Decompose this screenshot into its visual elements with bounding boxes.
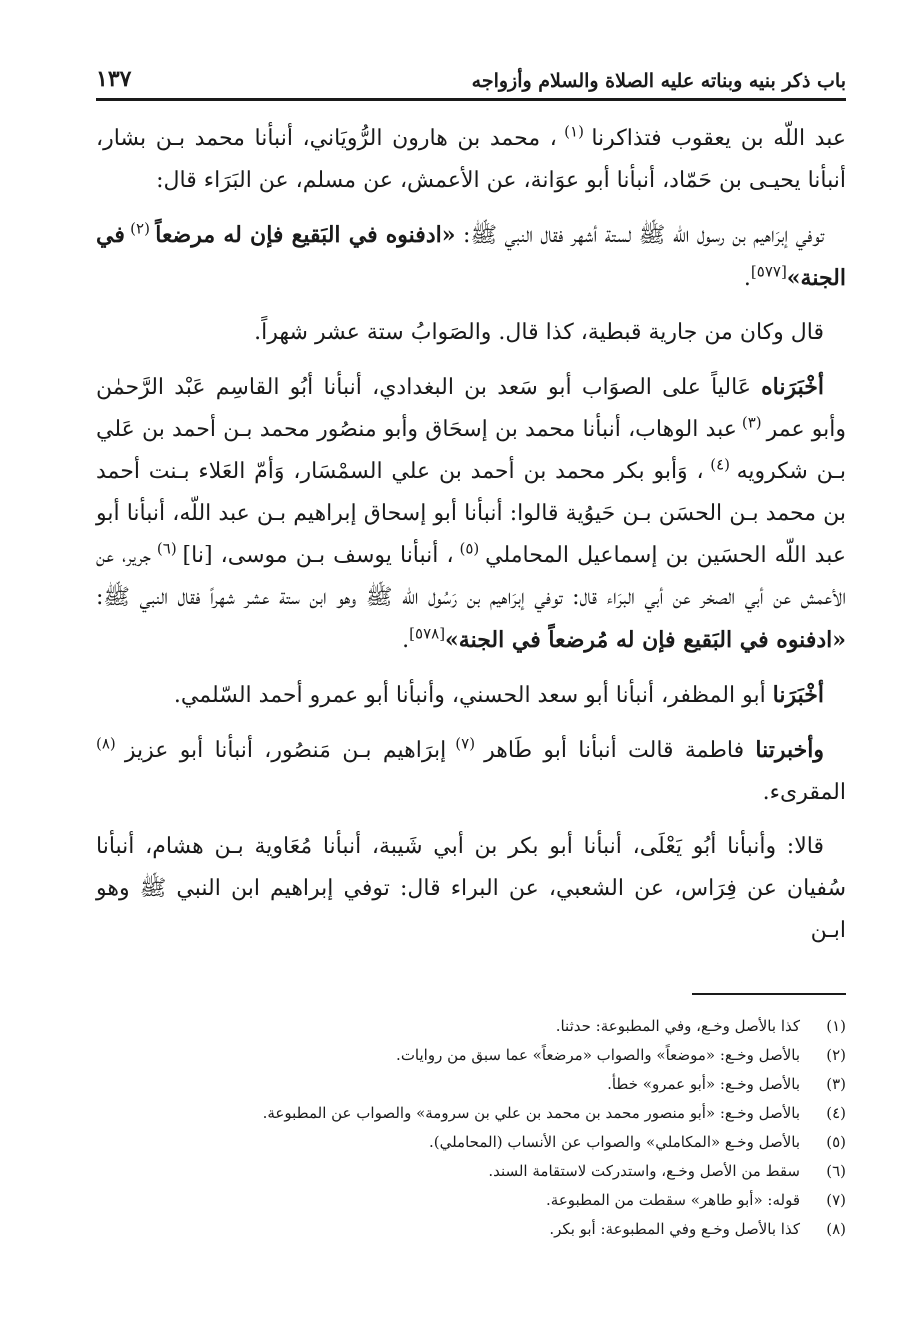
footnote-reference: (٨) <box>96 734 125 753</box>
paragraph <box>96 674 846 717</box>
footnote-text: بالأصل وخـع: «أبو منصور محمد بن محمد بن علي بن سرومة» والصواب عن المطبوعة. <box>262 1104 800 1122</box>
footnote-number: (٢) <box>826 1046 846 1064</box>
paragraph <box>96 366 846 662</box>
page-number: ١٣٧ <box>96 66 132 92</box>
text-segment: عَالياً على الصوَاب أبو سَعد بن البغدادي، أنبأنا أبُو القاسِم عَبْد الرَّحمٰن وأبو عمر <box>96 375 847 442</box>
emphasized-text: أخْبَرَنا <box>772 682 824 708</box>
running-title: باب ذكر بنيه وبناته عليه الصلاة والسلام وأزواجه <box>471 70 846 92</box>
footnote-item <box>120 1099 846 1128</box>
footnote-reference: (٧) <box>446 734 485 753</box>
footnote-reference: (٣) <box>736 413 767 432</box>
footnote-number: (٨) <box>826 1220 846 1238</box>
emphasized-text: وأخبرتنا <box>755 737 824 763</box>
footnote-text: سقط من الأصل وخـع، واستدركت لاستقامة السند. <box>488 1162 800 1180</box>
text-segment: ، محمد بن هارون الرُّويَاني، أنبأنا محمد بـن بشار، أنبأنا يحيـى بن حَمّاد، أنبأنا أبو عوَانة، عن الأعمش، عن مسلم، عن البَرَاء قال: <box>96 126 846 193</box>
footnote-number: (١) <box>826 1017 846 1035</box>
footnote-reference: [٥٧٧] <box>750 262 787 281</box>
text-segment: أبو المظفر، أنبأنا أبو سعد الحسني، وأنبأنا أبو عمرو أحمد السّلمي. <box>173 683 773 708</box>
footnote-reference: (١) <box>556 122 592 141</box>
footnote-number: (٦) <box>826 1162 846 1180</box>
footnote-item <box>120 1157 846 1186</box>
paragraph <box>96 826 846 952</box>
text-segment: جرير، عن الأعمش عن أبي الصخر عن أبي البرَاء قال: توفي إبرَاهيم بن رَسُول الله ﷺ وهو ابن ستة عشر شهراً فقال النبي ﷺ: <box>96 543 846 610</box>
text-segment: المقرىء. <box>762 780 846 805</box>
text-segment: إبرَاهيم بـن مَنصُور، أنبأنا أبو عزيز <box>124 738 447 763</box>
text-segment: قال وكان من جارية قبطية، كذا قال. والصَوابُ ستة عشر شهراً. <box>254 320 824 345</box>
main-text <box>96 118 846 964</box>
emphasized-text: «ادفنوه في البَقيع فإن له مرضعاً <box>155 222 456 248</box>
footnote-text: بالأصل وخـع: «أبو عمرو» خطأ. <box>607 1075 800 1093</box>
emphasized-text: أخْبَرَناه <box>761 374 824 400</box>
footnote-text: بالأصل وخـع «المكاملي» والصواب عن الأنساب (المحاملي). <box>428 1133 800 1151</box>
footnote-item <box>120 1128 846 1157</box>
text-segment: قالا: وأنبأنا أبُو يَعْلَى، أنبأنا أبو بكر بن أبي شَيبة، أنبأنا مُعَاوية بـن هشام، أنبأنا سُفيان عن فِرَاس، عن الشعبي، عن البراء قال: توفي إبراهيم ابن النبي ﷺ وهو ابـن <box>96 834 846 943</box>
emphasized-text: «ادفنوه في البَقيع فإن له مُرضعاً في الجنة» <box>445 627 846 653</box>
footnote-text: بالأصل وخـع: «موضعاً» والصواب «مرضعاً» عما سبق من روايات. <box>396 1046 800 1064</box>
footnote-number: (٧) <box>826 1191 846 1209</box>
text-segment: عبد الوهاب، أنبأنا محمد بن إسحَاق وأبو منصُور محمد بـن أحمد بن عَلي بـن شكرويه <box>96 417 846 484</box>
paragraph <box>96 729 846 814</box>
footnote-text: كذا بالأصل وخـع، وفي المطبوعة: حدثنا. <box>555 1017 800 1035</box>
footnote-divider <box>692 993 846 995</box>
footnotes <box>120 1012 846 1244</box>
page-header <box>96 56 846 101</box>
footnote-item <box>120 1215 846 1244</box>
footnote-reference: [٥٧٨] <box>409 624 446 643</box>
paragraph <box>96 312 846 354</box>
paragraph <box>96 214 846 300</box>
footnote-number: (٤) <box>826 1104 846 1122</box>
emphasized-text: في الجنة» <box>96 222 846 291</box>
text-segment: ، أنبأنا يوسف بـن موسى، [نا] <box>182 543 454 568</box>
text-segment: ، وَأبو بكر محمد بن أحمد بن علي السمْسَار، وَأمّ العَلاء بـنت أحمد بن محمد بـن الحسَن بـن حَيوُية قالوا: أنبأنا أبو إسحاق إبراهيم بـن عبد اللّه، أنبأنا أبو عبد اللّه الحسَين بن إسماعيل المحاملي <box>96 459 846 568</box>
footnote-item <box>120 1186 846 1215</box>
paragraph <box>96 118 846 202</box>
footnote-reference: (٥) <box>453 539 486 558</box>
footnote-reference: (٦) <box>151 539 183 558</box>
footnote-item <box>120 1012 846 1041</box>
text-segment: . <box>743 266 751 291</box>
footnote-reference: (٢) <box>124 219 156 238</box>
footnote-text: كذا بالأصل وخـع وفي المطبوعة: أبو بكر. <box>549 1220 800 1238</box>
text-segment: توفي إبرَاهيم بن رسول الله ﷺ لستة أشهر فقال النبي ﷺ: <box>455 223 824 248</box>
footnote-text: قوله: «أبو طاهر» سقطت من المطبوعة. <box>546 1191 800 1209</box>
footnote-number: (٣) <box>826 1075 846 1093</box>
footnote-number: (٥) <box>826 1133 846 1151</box>
text-segment: . <box>402 628 410 653</box>
footnote-item <box>120 1070 846 1099</box>
text-segment: فاطمة قالت أنبأنا أبو طَاهر <box>484 738 756 763</box>
footnote-item <box>120 1041 846 1070</box>
text-segment: عبد اللّه بن يعقوب فتذاكرنا <box>591 126 846 151</box>
footnote-reference: (٤) <box>703 455 737 474</box>
